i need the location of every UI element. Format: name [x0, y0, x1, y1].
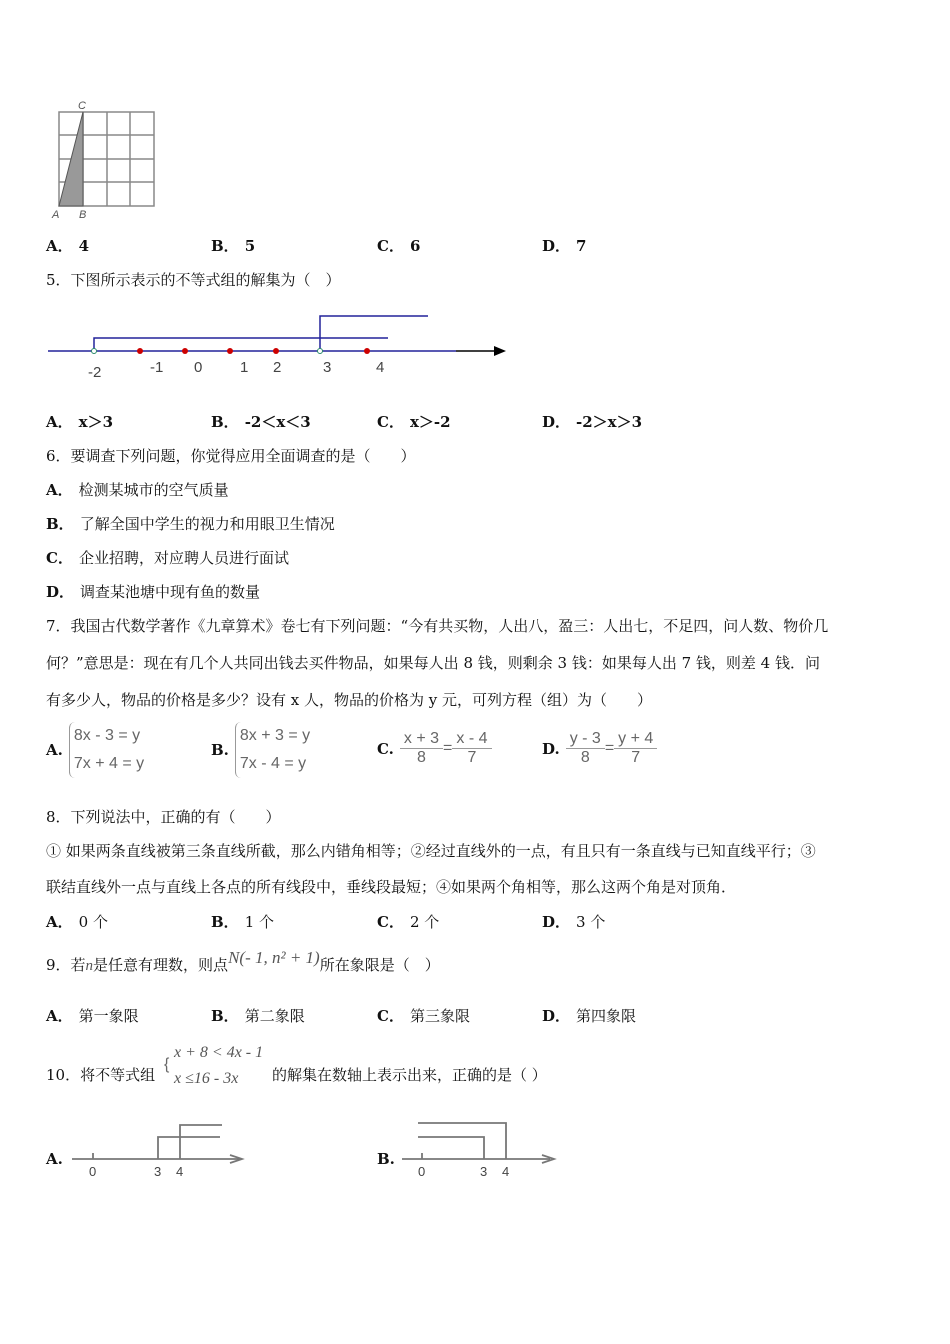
tick-label: 0: [194, 359, 203, 376]
q10-option-b-number-line[interactable]: [400, 1118, 560, 1183]
q4-option-b[interactable]: B． 5: [211, 237, 256, 255]
q5-option-a[interactable]: A． x＞3: [46, 413, 114, 431]
tick-label: 0: [89, 1164, 97, 1179]
q4-option-d[interactable]: D． 7: [542, 237, 587, 255]
q7-line-2: 何？”意思是：现在有几个人共同出钱去买件物品，如果每人出 8 钱，则剩余 3 钱：如果每人出 7 钱，则差 4 钱．问: [46, 654, 820, 672]
q6-option-c[interactable]: C． 企业招聘，对应聘人员进行面试: [46, 549, 289, 567]
tick-label: -2: [88, 364, 102, 381]
tick-label: 3: [480, 1164, 488, 1179]
equation-system: 8x + 3 = y 7x - 4 = y: [235, 722, 310, 778]
tick-label: 4: [176, 1164, 184, 1179]
q6-option-b[interactable]: B． 了解全国中学生的视力和用眼卫生情况: [46, 515, 335, 533]
label-a: A: [52, 209, 60, 221]
q4-option-c[interactable]: C． 6: [377, 237, 421, 255]
tick-label: 0: [418, 1164, 426, 1179]
label-c: C: [78, 100, 86, 112]
q9-stem: 9．若n是任意有理数，则点N(- 1, n² + 1)所在象限是（ ）: [46, 948, 440, 974]
tick-label: -1: [150, 359, 164, 376]
q5-number-line: [46, 310, 516, 385]
q10-inequality-system: { x + 8 < 4x - 1 x ≤16 - 3x: [164, 1044, 264, 1087]
q9-option-d[interactable]: D． 第四象限: [542, 1007, 637, 1025]
q9-option-b[interactable]: B． 第二象限: [211, 1007, 305, 1025]
q8-stem: 8．下列说法中，正确的有（ ）: [46, 808, 281, 826]
q10-option-a[interactable]: A.: [46, 1150, 63, 1168]
q5-option-d[interactable]: D． -2＞x＞3: [542, 413, 643, 431]
q6-option-a[interactable]: A． 检测某城市的空气质量: [46, 481, 229, 499]
grid-triangle-figure: [50, 98, 160, 223]
q10-option-b[interactable]: B.: [377, 1150, 395, 1168]
q7-line-3: 有多少人，物品的价格是多少？设有 x 人，物品的价格为 y 元，可列方程（组）为（ ）: [46, 691, 653, 709]
q5-option-c[interactable]: C． x＞-2: [377, 413, 451, 431]
tick-label: 4: [376, 359, 385, 376]
q7-option-b[interactable]: B.8x + 3 = y 7x - 4 = y: [211, 722, 310, 778]
q8-option-b[interactable]: B． 1 个: [211, 913, 274, 931]
q10-stem-pre: 10．将不等式组: [46, 1066, 156, 1084]
q8-option-d[interactable]: D． 3 个: [542, 913, 606, 931]
q8-option-a[interactable]: A． 0 个: [46, 913, 108, 931]
tick-label: 4: [502, 1164, 510, 1179]
q9-option-c[interactable]: C． 第三象限: [377, 1007, 470, 1025]
q5-option-b[interactable]: B． -2＜x＜3: [211, 413, 311, 431]
q7-line-1: 7．我国古代数学著作《九章算术》卷七有下列问题：“今有共买物，人出八，盈三：人出七，不足四，问人数、物价几: [46, 617, 829, 635]
q8-line-2: 联结直线外一点与直线上各点的所有线段中，垂线段最短；④如果两个角相等，那么这两个角是对顶角．: [46, 878, 737, 896]
tick-label: 2: [273, 359, 282, 376]
tick-label: 3: [323, 359, 332, 376]
q6-stem: 6．要调查下列问题，你觉得应用全面调查的是（ ）: [46, 447, 416, 465]
q6-option-d[interactable]: D． 调查某池塘中现有鱼的数量: [46, 583, 261, 601]
q10-stem-post: 的解集在数轴上表示出来，正确的是（ ）: [272, 1066, 547, 1084]
q7-option-c[interactable]: C. $\frac{x + 3}{8}$ = $\frac{x - 4}{7}$: [377, 730, 492, 767]
q7-option-a[interactable]: A.8x - 3 = y 7x + 4 = y: [46, 722, 144, 778]
q8-option-c[interactable]: C． 2 个: [377, 913, 440, 931]
q9-option-a[interactable]: A． 第一象限: [46, 1007, 139, 1025]
q8-line-1: ① 如果两条直线被第三条直线所截，那么内错角相等；②经过直线外的一点，有且只有一条直线与已知直线平行；③: [46, 842, 816, 860]
q10-option-a-number-line[interactable]: [70, 1118, 250, 1183]
label-b: B: [79, 209, 87, 221]
tick-label: 1: [240, 359, 249, 376]
q7-option-d[interactable]: D. $\frac{y - 3}{8}$ = $\frac{y + 4}{7}$: [542, 730, 657, 767]
tick-label: 3: [154, 1164, 162, 1179]
equation-system: 8x - 3 = y 7x + 4 = y: [69, 722, 144, 778]
q5-stem: 5．下图所示表示的不等式组的解集为（ ）: [46, 271, 341, 289]
q4-option-a[interactable]: A． 4: [46, 237, 90, 255]
